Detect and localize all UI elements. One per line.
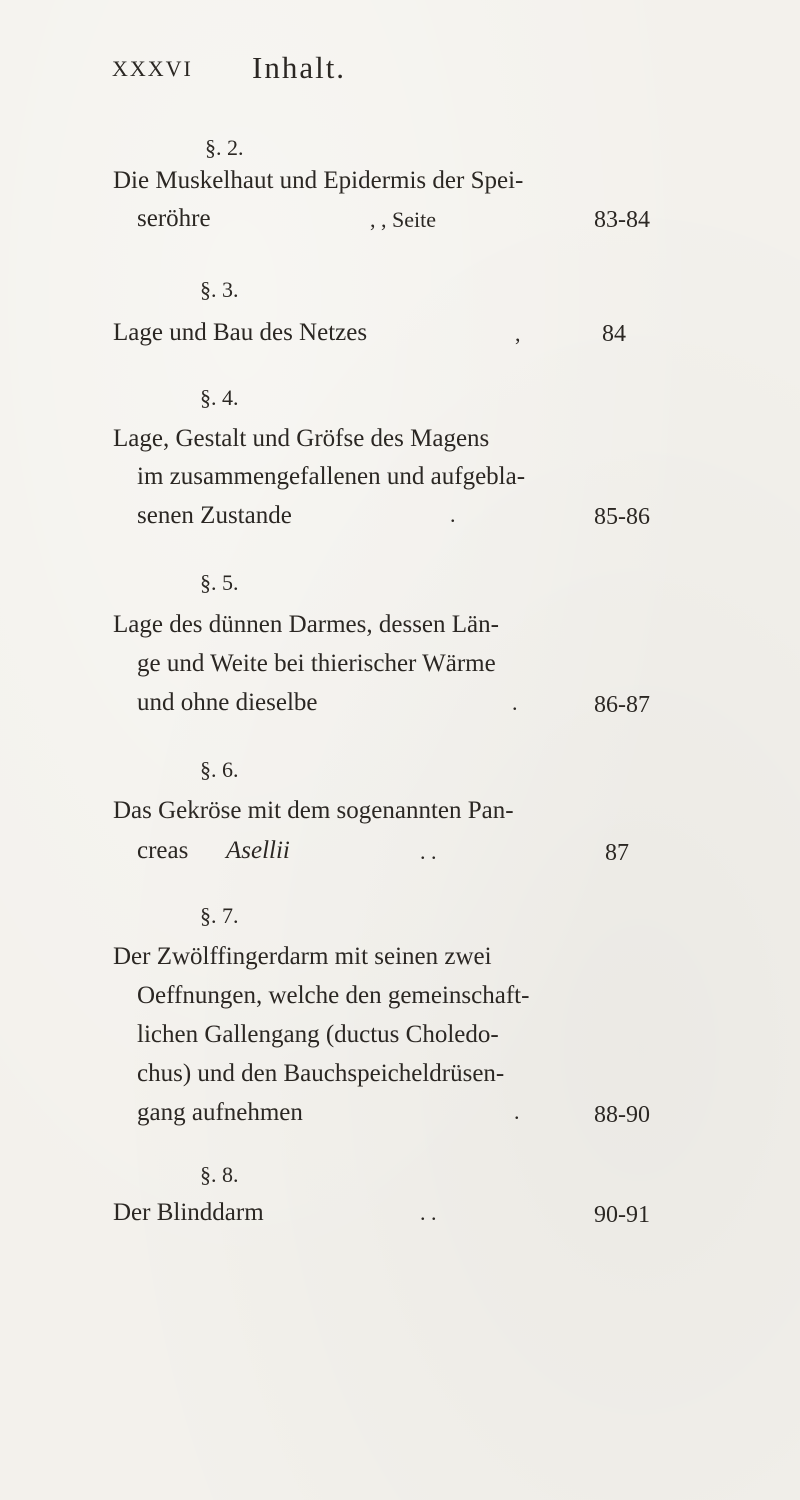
section-number: §. 5. xyxy=(200,570,239,595)
entry-line: gang aufnehmen xyxy=(137,1099,303,1126)
entry-line: chus) und den Bauchspeicheldrüsen- xyxy=(137,1060,505,1087)
entry-leader: , xyxy=(515,321,521,346)
entry-leader: . . xyxy=(420,1200,437,1225)
entry-line: und ohne dieselbe xyxy=(137,689,318,716)
entry-leader: . xyxy=(514,1099,520,1124)
entry-line: Der Blinddarm xyxy=(113,1199,264,1226)
entry-line: Die Muskelhaut und Epidermis der Spei- xyxy=(113,167,524,194)
section-number: §. 8. xyxy=(200,1162,239,1187)
page-reference: 83-84 xyxy=(594,207,650,233)
page-reference: 86-87 xyxy=(594,692,650,718)
entry-leader: , , Seite xyxy=(370,207,436,232)
entry-line: Lage, Gestalt und Gröfse des Magens xyxy=(113,425,490,452)
entry-leader: . xyxy=(512,690,518,715)
entry-italic-term: Asellii xyxy=(226,837,290,864)
page-reference: 84 xyxy=(602,321,626,347)
entry-line: creas xyxy=(137,837,189,864)
section-number: §. 3. xyxy=(200,277,239,302)
page-reference: 88-90 xyxy=(594,1102,650,1128)
entry-line: im zusammengefallenen und aufgebla- xyxy=(137,463,526,490)
running-head xyxy=(112,50,712,90)
entry-line: Das Gekröse mit dem sogenannten Pan- xyxy=(113,797,514,824)
entry-line: Oeffnungen, welche den gemeinschaft- xyxy=(137,982,530,1009)
entry-leader: . . xyxy=(420,839,437,864)
section-number: §. 2. xyxy=(205,135,244,160)
entry-line: ge und Weite bei thierischer Wärme xyxy=(137,650,496,677)
page-title: Inhalt. xyxy=(252,50,347,85)
section-number: §. 4. xyxy=(200,385,239,410)
entry-line: lichen Gallengang (ductus Choledo- xyxy=(137,1021,499,1048)
entry-line: seröhre xyxy=(137,205,211,232)
page-number: XXXVI xyxy=(112,56,193,81)
section-number: §. 7. xyxy=(200,903,239,928)
page-reference: 87 xyxy=(605,840,629,866)
entry-line: senen Zustande xyxy=(137,502,292,529)
section-number: §. 6. xyxy=(200,757,239,782)
entry-line: Lage und Bau des Netzes xyxy=(113,319,368,346)
page-reference: 85-86 xyxy=(594,504,650,530)
page-reference: 90-91 xyxy=(594,1202,650,1228)
entry-line: Der Zwölffingerdarm mit seinen zwei xyxy=(113,943,492,970)
entry-line: Lage des dünnen Darmes, dessen Län- xyxy=(113,611,499,638)
entry-leader: . xyxy=(450,502,456,527)
